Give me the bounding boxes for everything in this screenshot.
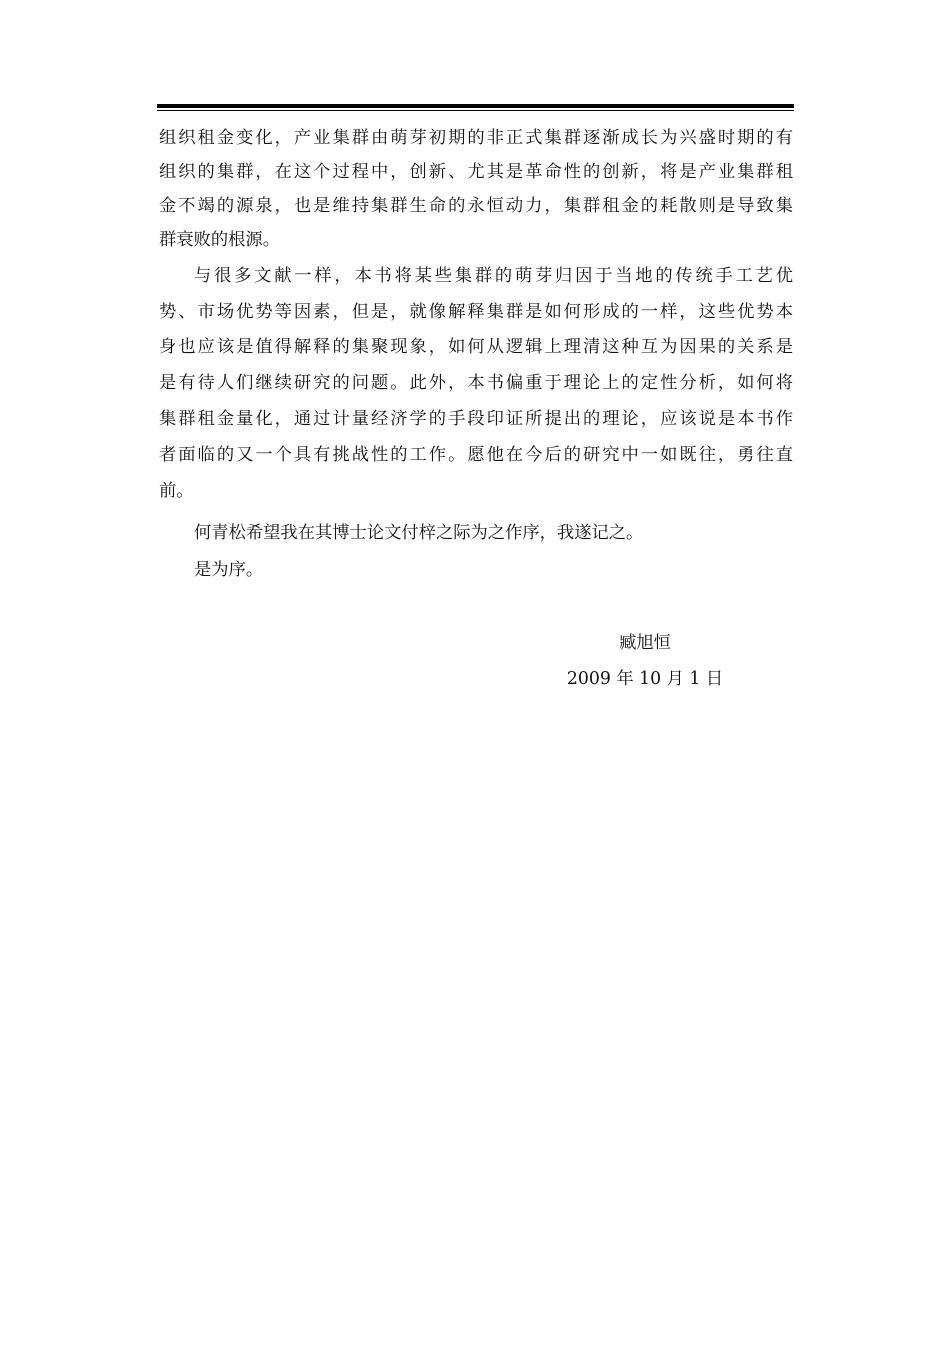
- paragraph-1-line-2: 组织的集群，在这个过程中，创新、尤其是革命性的创新，将是产业集群租: [159, 162, 793, 182]
- paragraph-2-line-7: 前。: [159, 481, 194, 501]
- header-rule-thick: [157, 104, 794, 108]
- signature-date: 2009 年 10 月 1 日: [566, 669, 724, 689]
- signature-author: 臧旭恒: [619, 633, 671, 653]
- paragraph-1-line-1: 组织租金变化，产业集群由萌芽初期的非正式集群逐渐成长为兴盛时期的有: [159, 128, 793, 148]
- paragraph-2-line-2: 势、市场优势等因素，但是，就像解释集群是如何形成的一样，这些优势本: [159, 302, 793, 322]
- paragraph-3: 何青松希望我在其博士论文付梓之际为之作序，我遂记之。: [194, 523, 644, 543]
- paragraph-2-line-6: 者面临的又一个具有挑战性的工作。愿他在今后的研究中一如既往，勇往直: [159, 445, 793, 465]
- paragraph-2-line-5: 集群租金量化，通过计量经济学的手段印证所提出的理论，应该说是本书作: [159, 409, 793, 429]
- paragraph-2-line-3: 身也应该是值得解释的集聚现象，如何从逻辑上理清这种互为因果的关系是: [159, 337, 793, 357]
- paragraph-4: 是为序。: [194, 560, 264, 580]
- header-rule-thin: [157, 110, 794, 111]
- paragraph-1-line-4: 群衰败的根源。: [159, 230, 280, 250]
- paragraph-2-line-4: 是有待人们继续研究的问题。此外，本书偏重于理论上的定性分析，如何将: [159, 373, 793, 393]
- paragraph-2-line-1: 与很多文献一样，本书将某些集群的萌芽归因于当地的传统手工艺优: [194, 266, 793, 286]
- paragraph-1-line-3: 金不竭的源泉，也是维持集群生命的永恒动力，集群租金的耗散则是导致集: [159, 196, 793, 216]
